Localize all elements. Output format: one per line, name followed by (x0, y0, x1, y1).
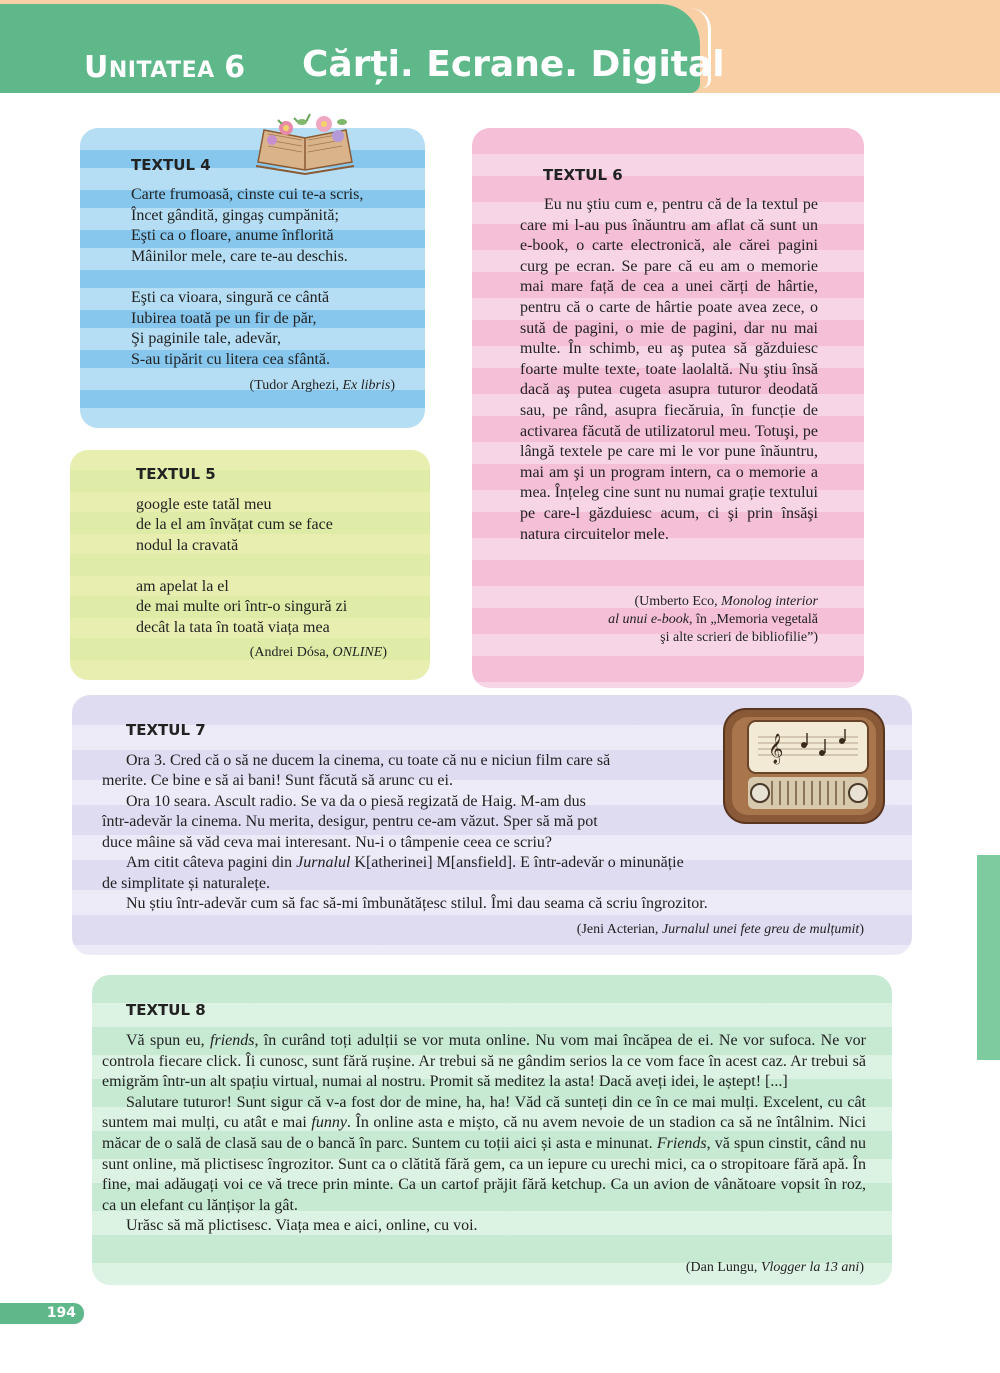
text7-line-2: merite. Ce bine e să ai bani! Sunt făcută să arunc cu ei. (102, 772, 453, 789)
text8-paragraph-2: Salutare tuturor! Sunt sigur că v-a fost dor de mine, ha, ha! Văd că sunteți din ce în ce mai mulți. Excelent, cu cât suntem mai mulți, cu atât e mai funny. În online asta e mișto, că nu avem nevoie de un stadion ca să ne întâlnim. Nici măcar de o sală de clasă sau de o bancă în parc. Suntem cu toții aici și asta e minunat. Friends, vă spun cinstit, când nu sunt online, mă plictisesc îngrozitor. Sunt ca o clătită fără gem, ca un iepure cu urechi mici, ca o stropitoare fără apă. În fine, mai adăugați voi ce vă trece prin minte. Ca un cartof prăjit fără ketchup. Ca un avion de vânătoare vopsit în roz, ca un elefant cu lănțișor la gât. (102, 1093, 867, 1214)
text4-title: TEXTUL 4 (131, 156, 211, 174)
text7-title: TEXTUL 7 (126, 721, 206, 739)
text6-body: Eu nu ştiu cum e, pentru că de la textul pe care mi l-au pus înăuntru am aflat că sunt un e-book, o carte electronică, ale cărei pagini curg pe ecran. Se pare că eu am o memorie mai mare față de cea a unei cărți de hârtie, pentru că o carte de hârtie poate avea zece, o sută de pagini, o mie de pagini, dar nu mai multe. În schimb, eu aş putea să găzduiesc foarte multe texte, toate laolaltă. Nu ştiu însă dacă aş putea cugeta asupra tuturor deodată sau, pe rând, asupra fiecăruia, în funcție de activarea făcută de utilizatorul meu. Totuşi, pe lângă textele pe care mi le vor pune înăuntru, mai am şi un program intern, ca o memorie a mea. Înțeleg cine sunt nu numai grație textului pe care-l găzduiesc acum, ci şi prin însăşi natura circuitelor mele. (520, 196, 818, 543)
text7-line-8: Nu știu într-adevăr cum să fac să-mi îmbunătățesc stilul. Îmi dau seama că scriu îngrozitor. (126, 895, 708, 912)
vintage-radio-illustration (718, 705, 890, 829)
text4-line-8: S-au tipărit cu litera cea sfântă. (131, 351, 331, 368)
text5-line-5: de mai multe ori într-o singură zi (136, 598, 348, 615)
chapter-side-tab (977, 855, 1000, 1060)
unit-label: UNITATEA 6 (84, 50, 246, 85)
text8-paragraph-1: Vă spun eu, friends, în curând toți adulții se vor muta online. Nu vom mai încăpea de ei. Ne vor sufoca. Ne vor controla fiecare click. Îi cunosc, sunt fără rușine. Ar trebui să ne gândim serios la ce vom face în acest caz. Ar trebui să emigrăm într-un alt spațiu virtual, numai al nostru. Promit să meditez la asta! Dacă aveți idei, le aștept! [...] (102, 1032, 867, 1091)
text4-source: (Tudor Arghezi, Ex libris) (249, 378, 395, 393)
text4-line-7: Şi paginile tale, adevăr, (131, 330, 281, 347)
text4-line-1: Carte frumoasă, cinste cui te-a scris, (131, 186, 364, 203)
text8-source: (Dan Lungu, Vlogger la 13 ani) (685, 1260, 864, 1275)
text8-title: TEXTUL 8 (126, 1001, 206, 1019)
text7-line-1: Ora 3. Cred că o să ne ducem la cinema, cu toate că nu e niciun film care să (126, 752, 611, 769)
text6-source: (Umberto Eco, Monolog interior al unui e-book, în „Memoria vegetală şi alte scrieri de bibliofilie”) (608, 594, 818, 645)
text5-line-6: decât la tata în toată viața mea (136, 619, 330, 636)
text8-body (102, 1031, 866, 1237)
text7-source: (Jeni Acterian, Jurnalul unei fete greu de mulțumit) (576, 922, 864, 937)
text4-line-5: Eşti ca vioara, singură ce cântă (131, 289, 330, 306)
text7-line-7: de simplitate și naturalețe. (102, 875, 270, 892)
text5-title: TEXTUL 5 (136, 465, 216, 483)
text7-line-6: Am citit câteva pagini din Jurnalul K[atherinei] M[ansfield]. E într-adevăr o minunăție (126, 854, 684, 871)
text7-line-4: într-adevăr la cinema. Nu merita, desigur, pentru ce-am văzut. Sper să mă pot (102, 813, 598, 830)
text6-title: TEXTUL 6 (543, 166, 623, 184)
text5-line-2: de la el am învățat cum se face (136, 516, 333, 533)
text4-line-4: Mâinilor mele, care te-au deschis. (131, 248, 348, 265)
unit-title: Cărți. Ecrane. Digital (302, 44, 725, 85)
page-number: 194 (0, 1303, 84, 1324)
text5-line-4: am apelat la el (136, 578, 229, 595)
text5-line-1: google este tatăl meu (136, 496, 272, 513)
text5-source: (Andrei Dósa, ONLINE) (249, 645, 387, 660)
text4-line-3: Eşti ca o floare, anume înflorită (131, 227, 334, 244)
text5-line-3: nodul la cravată (136, 537, 239, 554)
text4-line-6: Iubirea toată pe un fir de păr, (131, 310, 317, 327)
text8-paragraph-3: Urăsc să mă plictisesc. Viața mea e aici, online, cu voi. (126, 1217, 478, 1235)
open-book-flowers-illustration (250, 110, 360, 182)
text7-line-3: Ora 10 seara. Ascult radio. Se va da o piesă regizată de Haig. M-am dus (126, 793, 586, 810)
svg-text:𝄞: 𝄞 (768, 734, 784, 764)
text4-line-2: Încet gândită, gingaş cumpănită; (131, 207, 339, 224)
text7-line-5: duce mâine să văd ceva mai interesant. Nu-i o tâmpenie ceea ce scriu? (102, 834, 552, 851)
